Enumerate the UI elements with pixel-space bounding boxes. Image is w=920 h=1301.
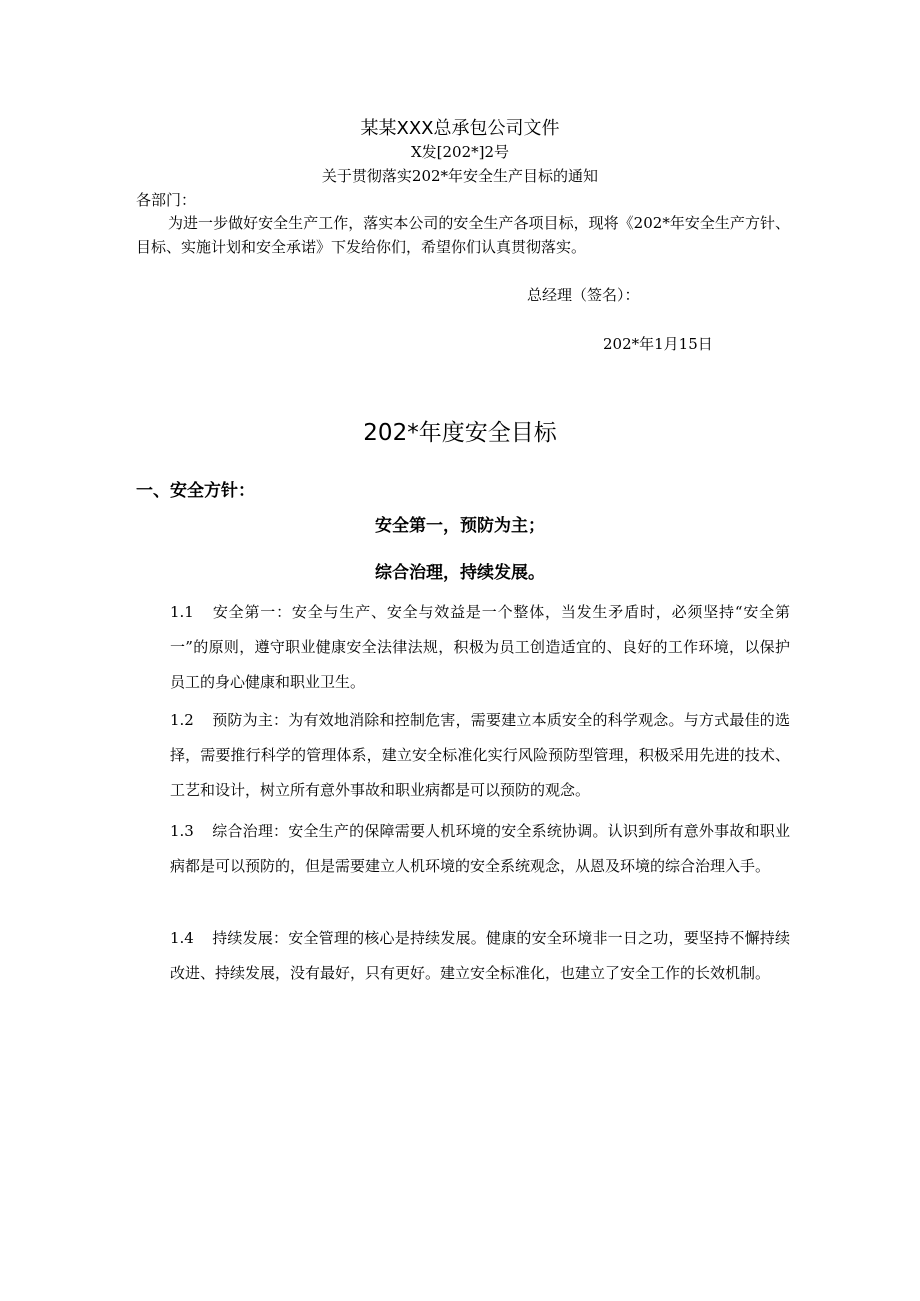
clause-number: 1.1: [170, 603, 194, 621]
company-title: 某某XXX总承包公司文件: [360, 118, 560, 139]
clause-item: [170, 595, 790, 700]
clause-text: 持续发展：安全管理的核心是持续发展。健康的安全环境非一日之功，要坚持不懈持续改进、持续发展，没有最好，只有更好。建立安全标准化，也建立了安全工作的长效机制。: [170, 929, 790, 982]
issue-date: 202*年1月15日: [603, 335, 713, 353]
signature-line: 总经理（签名）：: [527, 286, 640, 304]
clause-item: [170, 814, 790, 884]
clause-text: 安全第一：安全与生产、安全与效益是一个整体，当发生矛盾时，必须坚持“安全第一”的原则，遵守职业健康安全法律法规，积极为员工创造适宜的、良好的工作环境，以保护员工的身心健康和职业卫生。: [170, 603, 790, 691]
policy-line: 安全第一，预防为主；: [375, 516, 545, 536]
clause-text: 预防为主：为有效地消除和控制危害，需要建立本质安全的科学观念。与方式最佳的选择，需要推行科学的管理体系，建立安全标准化实行风险预防型管理，积极采用先进的技术、工艺和设计，树立所有意外事故和职业病都是可以预防的观念。: [170, 711, 790, 799]
document-number: X发[202*]2号: [410, 143, 510, 161]
clause-number: 1.2: [170, 711, 194, 729]
policy-line: 综合治理，持续发展。: [375, 563, 545, 583]
salutation: 各部门：: [136, 191, 197, 209]
clause-text: 综合治理：安全生产的保障需要人机环境的安全系统协调。认识到所有意外事故和职业病都是可以预防的，但是需要建立人机环境的安全系统观念，从恩及环境的综合治理入手。: [170, 822, 790, 875]
clause-item: [170, 921, 790, 991]
clause-item: [170, 703, 790, 808]
notice-title: 关于贯彻落实202*年安全生产目标的通知: [321, 167, 599, 185]
clause-number: 1.4: [170, 929, 194, 947]
clause-number: 1.3: [170, 822, 194, 840]
policy-heading: 一、安全方针：: [136, 481, 255, 501]
intro-paragraph: 为进一步做好安全生产工作，落实本公司的安全生产各项目标，现将《202*年安全生产方针、目标、实施计划和安全承诺》下发给你们，希望你们认真贯彻落实。: [136, 214, 790, 256]
section-title: 202*年度安全目标: [363, 420, 557, 446]
